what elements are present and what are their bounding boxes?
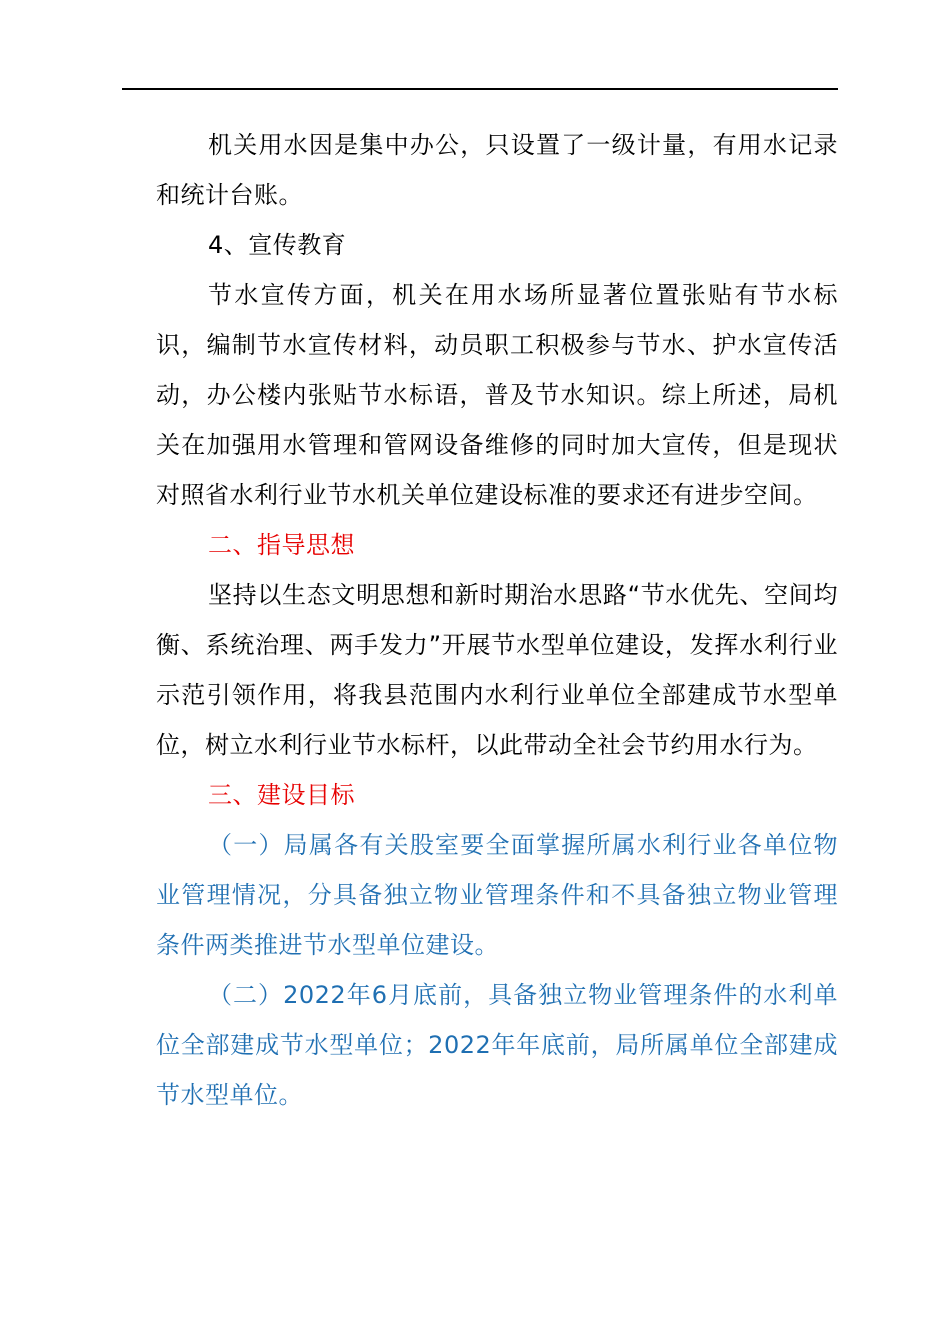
paragraph-publicity: 节水宣传方面，机关在用水场所显著位置张贴有节水标识，编制节水宣传材料，动员职工积极参与节水、护水宣传活动，办公楼内张贴节水标语，普及节水知识。综上所述，局机关在加强用水管理和管网设备维修的同时加大宣传，但是现状对照省水利行业节水机关单位建设标准的要求还有进步空间。 [156,281,838,509]
heading-guiding-ideology: 二、指导思想 [208,531,355,559]
heading-construction-goals: 三、建设目标 [208,781,355,809]
paragraph-goal-one: （一）局属各有关股室要全面掌握所属水利行业各单位物业管理情况，分具备独立物业管理条件和不具备独立物业管理条件两类推进节水型单位建设。 [156,831,838,959]
paragraph-guiding-ideology: 坚持以生态文明思想和新时期治水思路“节水优先、空间均衡、系统治理、两手发力”开展节水型单位建设，发挥水利行业示范引领作用，将我县范围内水利行业单位全部建成节水型单位，树立水利行业节水标杆，以此带动全社会节约用水行为。 [156,581,838,759]
document-body [156,120,838,1120]
section-publicity-education: 4、宣传教育 [208,231,347,259]
paragraph-goal-two: （二）2022年6月底前，具备独立物业管理条件的水利单位全部建成节水型单位；2022年年底前，局所属单位全部建成节水型单位。 [156,981,838,1109]
header-rule [122,88,838,90]
paragraph-water-metering: 机关用水因是集中办公，只设置了一级计量，有用水记录和统计台账。 [156,131,838,209]
